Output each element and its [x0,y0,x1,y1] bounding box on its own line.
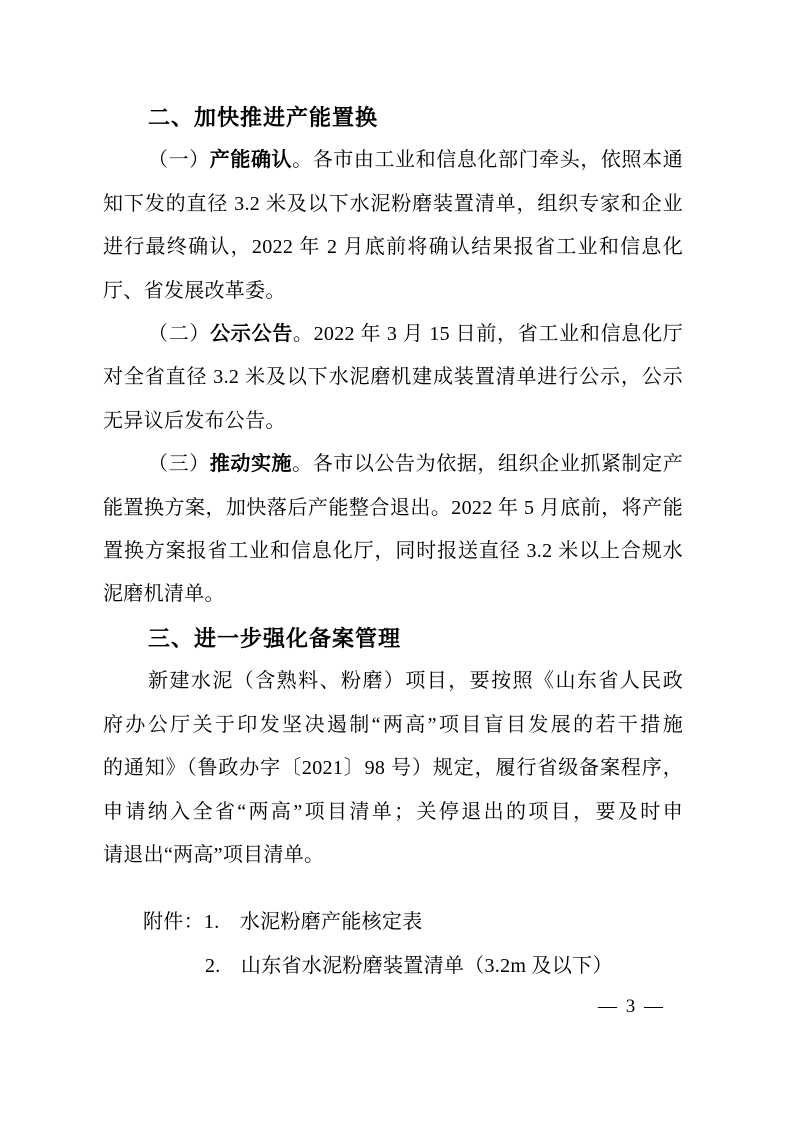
text-line [103,747,683,790]
paragraph [103,660,683,877]
page-number: — 3 — [598,996,665,1018]
emphasis-text: 产能确认 [209,149,293,172]
body-text: 。2022 年 3 月 15 日前，省工业和信息化厅 [292,323,683,346]
text-line [103,400,683,443]
body-text: 新建水泥（含熟料、粉磨）项目，要按照《山东省人民政 [148,670,683,693]
text-line [103,183,683,226]
attachment-item: 2. 山东省水泥粉磨装置清单（3.2m 及以下） [205,954,613,977]
text-line [103,226,683,269]
body-text: 知下发的直径 3.2 米及以下水泥粉磨装置清单，组织专家和企业 [103,192,683,215]
body-text: 申请纳入全省“两高”项目清单；关停退出的项目，要及时申 [103,800,683,823]
text-line [103,443,683,486]
body-text: 。各市以公告为依据，组织企业抓紧制定产 [292,453,683,476]
paragraph [103,443,683,617]
document-body [103,96,683,988]
body-text: （三） [148,453,210,476]
text-line [103,356,683,399]
body-text: 。各市由工业和信息化部门牵头，依照本通 [292,149,683,172]
attachment-list [103,901,683,988]
body-text: 泥磨机清单。 [103,583,225,606]
text-line [103,313,683,356]
body-text: 的通知》（鲁政办字〔2021〕98 号）规定，履行省级备案程序， [103,757,683,780]
text-line [103,573,683,616]
body-text: 进行最终确认，2022 年 2 月底前将确认结果报省工业和信息化 [103,236,683,259]
text-line [103,487,683,530]
text-line [103,791,683,834]
body-text: （一） [148,149,210,172]
body-text: 府办公厅关于印发坚决遏制“两高”项目盲目发展的若干措施 [103,713,683,736]
body-text: 对全省直径 3.2 米及以下水泥磨机建成装置清单进行公示，公示 [103,366,683,389]
body-text: 置换方案报省工业和信息化厅，同时报送直径 3.2 米以上合规水 [103,540,683,563]
text-line [103,834,683,877]
text-line [103,660,683,703]
section-heading: 三、进一步强化备案管理 [148,625,402,651]
body-text: 请退出“两高”项目清单。 [103,843,325,866]
paragraph [103,139,683,313]
emphasis-text: 推动实施 [209,453,293,476]
text-line [103,530,683,573]
body-text: 无异议后发布公告。 [103,409,286,432]
attachment-item: 附件：1. 水泥粉磨产能核定表 [143,911,423,934]
body-text: 能置换方案，加快落后产能整合退出。2022 年 5 月底前，将产能 [103,496,683,519]
body-text: 厅、省发展改革委。 [103,279,286,302]
emphasis-text: 公示公告 [210,323,293,346]
text-line [103,704,683,747]
text-line [103,139,683,182]
paragraph [103,313,683,443]
text-line [103,270,683,313]
section-heading: 二、加快推进产能置换 [148,105,379,130]
body-text: （二） [148,323,211,346]
